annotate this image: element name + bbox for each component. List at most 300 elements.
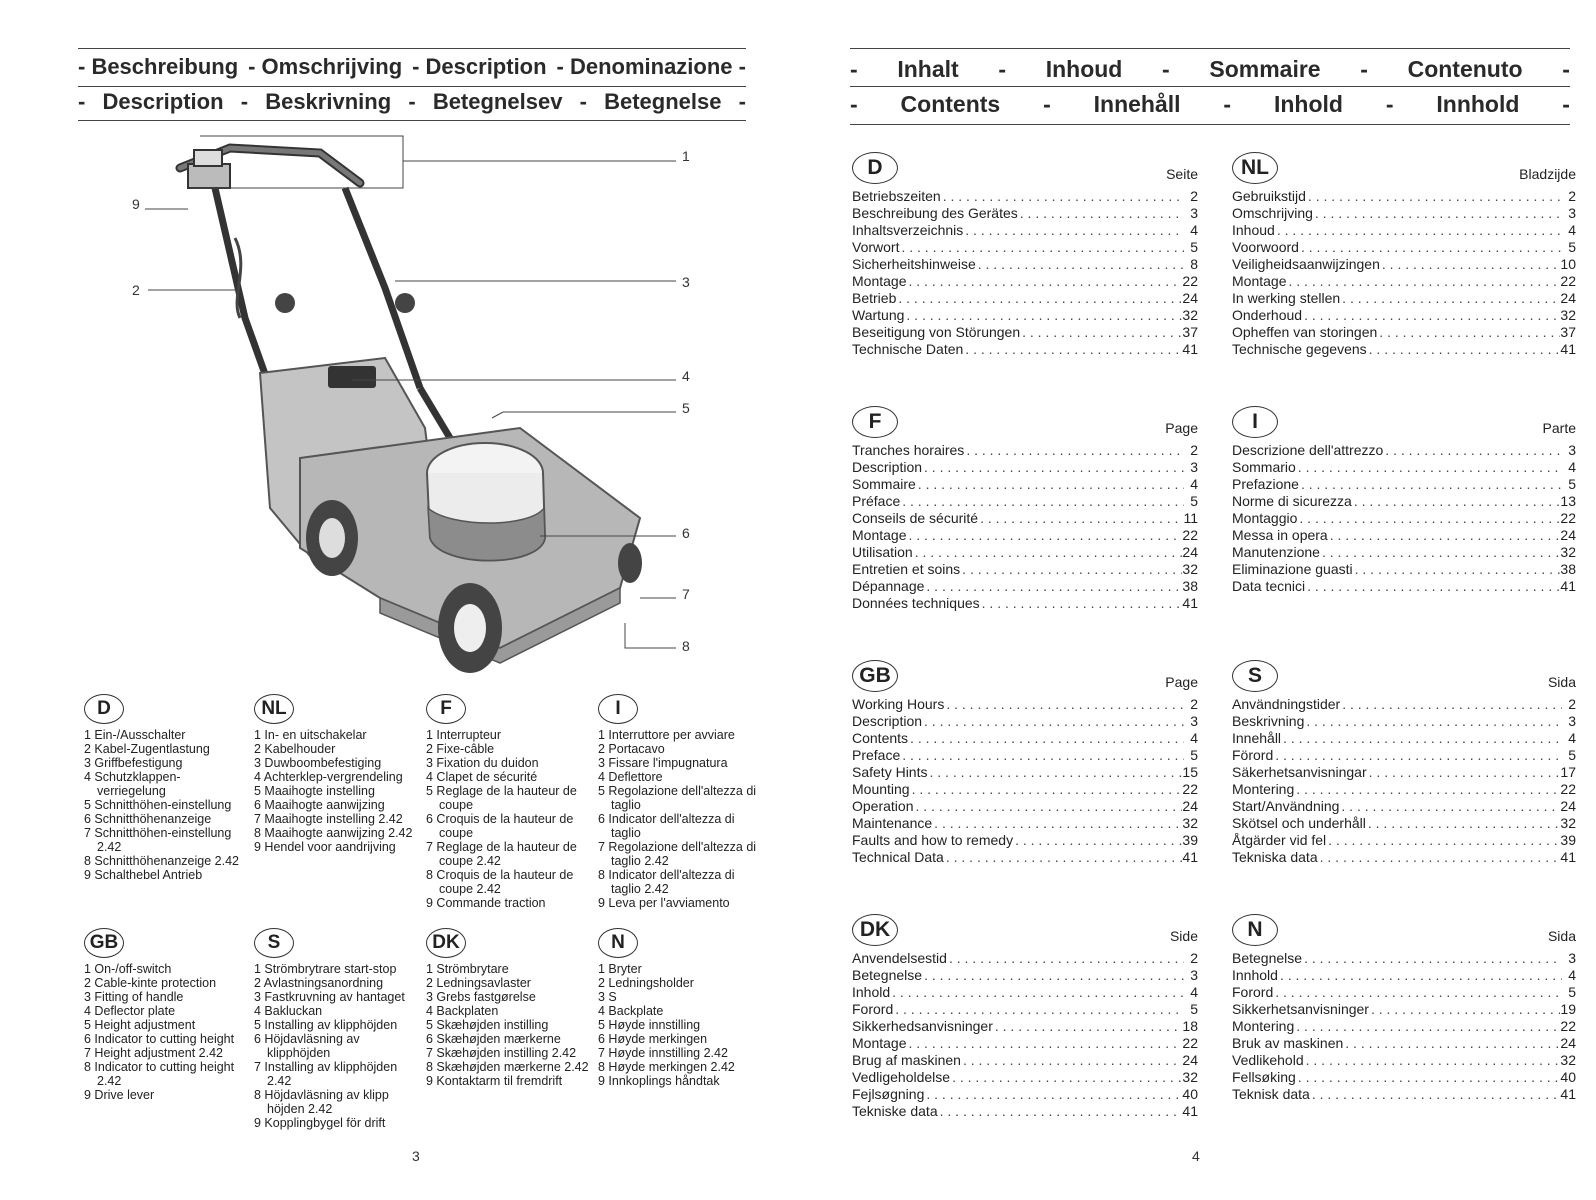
toc-title: Vedlikehold xyxy=(1232,1052,1304,1068)
toc-page: 3 xyxy=(1190,205,1198,221)
toc-title: Messa in opera xyxy=(1232,527,1328,543)
header-rule-mid xyxy=(850,86,1570,87)
toc-page: 18 xyxy=(1182,1018,1198,1034)
toc-entry[interactable] xyxy=(1232,950,1576,967)
toc-entry[interactable] xyxy=(1232,1069,1576,1086)
toc-entry[interactable] xyxy=(852,1086,1198,1103)
toc-title: Betriebszeiten xyxy=(852,188,941,204)
toc-entry[interactable] xyxy=(1232,730,1576,747)
toc-page: 41 xyxy=(1182,595,1198,611)
toc-page: 5 xyxy=(1568,239,1576,255)
toc-entry[interactable] xyxy=(1232,459,1576,476)
toc-title: Utilisation xyxy=(852,544,913,560)
toc-title: Veiligheidsaanwijzingen xyxy=(1232,256,1380,272)
header-line-1 xyxy=(78,54,746,80)
legend-item: 8 Indicator to cutting height 2.42 xyxy=(84,1060,235,1088)
toc-page: 4 xyxy=(1190,984,1198,1000)
toc-title: Opheffen van storingen xyxy=(1232,324,1378,340)
header-rule-mid xyxy=(78,86,746,87)
toc-entry[interactable] xyxy=(1232,341,1576,358)
column-heading: Sida xyxy=(1547,928,1576,944)
legend-NL xyxy=(254,694,414,854)
header-text: Description xyxy=(102,89,224,114)
header-text: Sommaire xyxy=(1209,56,1321,82)
toc-page: 32 xyxy=(1182,561,1198,577)
toc-page: 41 xyxy=(1560,1086,1576,1102)
toc-entry[interactable] xyxy=(1232,256,1576,273)
callout-7: 7 xyxy=(682,586,690,602)
toc-page: 4 xyxy=(1568,459,1576,475)
language-badge: F xyxy=(852,406,898,438)
legend-item: 9 Drive lever xyxy=(84,1088,155,1102)
toc-page: 4 xyxy=(1568,730,1576,746)
toc-page: 5 xyxy=(1568,747,1576,763)
toc-page: 24 xyxy=(1560,798,1576,814)
toc-title: Description xyxy=(852,459,923,475)
language-badge: DK xyxy=(852,914,898,946)
legend-DK xyxy=(426,928,592,1088)
header-sep: - xyxy=(78,89,86,114)
toc-title: Sommaire xyxy=(852,476,916,492)
toc-title: In werking stellen xyxy=(1232,290,1341,306)
header-text: Innehåll xyxy=(1093,91,1181,117)
toc-page: 8 xyxy=(1190,256,1198,272)
toc-page: 32 xyxy=(1182,307,1198,323)
toc-title: Betegnelse xyxy=(852,967,923,983)
toc-title: Teknisk data xyxy=(1232,1086,1310,1102)
toc-entry[interactable] xyxy=(1232,510,1576,527)
toc-page: 38 xyxy=(1560,561,1576,577)
legend-item: 7 Regolazione dell'altezza di taglio 2.42 xyxy=(598,840,757,868)
right-page xyxy=(800,0,1596,1200)
header-text: - Denominazione - xyxy=(556,54,746,79)
toc-entry[interactable] xyxy=(1232,527,1576,544)
toc-entry[interactable] xyxy=(1232,1018,1576,1035)
toc-title: Förord xyxy=(1232,747,1274,763)
toc-page: 24 xyxy=(1560,1035,1576,1051)
legend-item: 1 In- en uitschakelar xyxy=(254,728,367,742)
toc-title: Montage xyxy=(852,273,907,289)
toc-page: 32 xyxy=(1560,815,1576,831)
toc-entry[interactable] xyxy=(852,1052,1198,1069)
toc-title: Betrieb xyxy=(852,290,897,306)
toc-section-GB xyxy=(852,660,1198,870)
toc-entry[interactable] xyxy=(852,510,1198,527)
toc-entry[interactable] xyxy=(852,273,1198,290)
toc-entry[interactable] xyxy=(852,984,1198,1001)
legend-I xyxy=(598,694,758,910)
toc-entry[interactable] xyxy=(852,815,1198,832)
toc-entry[interactable] xyxy=(1232,832,1576,849)
toc-page: 4 xyxy=(1190,730,1198,746)
toc-title: Eliminazione guasti xyxy=(1232,561,1353,577)
toc-page: 4 xyxy=(1568,967,1576,983)
legend-item: 2 Ledningsholder xyxy=(598,976,694,990)
header-sep: - xyxy=(1162,56,1170,82)
toc-entry[interactable] xyxy=(1232,290,1576,307)
header-text: Betegnelsev xyxy=(432,89,563,114)
toc-entry[interactable] xyxy=(1232,188,1576,205)
legend-item: 6 Höjdavläsning av klipphöjden xyxy=(254,1032,360,1060)
legend-item: 6 Indicator dell'altezza di taglio xyxy=(598,812,735,840)
toc-page: 3 xyxy=(1568,713,1576,729)
legend-item: 7 Høyde innstilling 2.42 xyxy=(598,1046,728,1060)
toc-page: 2 xyxy=(1190,950,1198,966)
toc-entry[interactable] xyxy=(852,595,1198,612)
toc-page: 5 xyxy=(1190,1001,1198,1017)
toc-title: Betegnelse xyxy=(1232,950,1303,966)
legend-item: 3 Fitting of handle xyxy=(84,990,184,1004)
legend-item: 7 Installing av klipphöjden 2.42 xyxy=(254,1060,398,1088)
language-badge: N xyxy=(1232,914,1278,946)
toc-title: Vedligeholdelse xyxy=(852,1069,951,1085)
toc-title: Gebruikstijd xyxy=(1232,188,1306,204)
toc-page: 41 xyxy=(1560,341,1576,357)
toc-page: 22 xyxy=(1182,527,1198,543)
toc-page: 22 xyxy=(1182,1035,1198,1051)
toc-entry[interactable] xyxy=(852,442,1198,459)
legend-item: 4 Schutzklappen-verriegelung xyxy=(84,770,181,798)
column-heading: Page xyxy=(1165,674,1198,690)
toc-entry[interactable] xyxy=(1232,544,1576,561)
toc-entry[interactable] xyxy=(852,222,1198,239)
toc-entry[interactable] xyxy=(852,1069,1198,1086)
toc-page: 5 xyxy=(1190,239,1198,255)
toc-entry[interactable] xyxy=(1232,764,1576,781)
header-sep: - xyxy=(579,89,587,114)
toc-entry[interactable] xyxy=(852,1018,1198,1035)
toc-entry[interactable] xyxy=(852,849,1198,866)
legend-list xyxy=(598,728,758,910)
toc-entry[interactable] xyxy=(852,832,1198,849)
legend-GB xyxy=(84,928,244,1102)
toc-entry[interactable] xyxy=(1232,696,1576,713)
language-badge: DK xyxy=(426,928,466,958)
toc-title: Maintenance xyxy=(852,815,933,831)
toc-page: 3 xyxy=(1568,950,1576,966)
legend-item: 9 Schalthebel Antrieb xyxy=(84,868,203,882)
header-text: Betegnelse xyxy=(604,89,722,114)
toc-title: Användningstider xyxy=(1232,696,1341,712)
language-badge: NL xyxy=(254,694,294,724)
toc-page: 40 xyxy=(1560,1069,1576,1085)
callout-8: 8 xyxy=(682,638,690,654)
toc-page: 22 xyxy=(1182,273,1198,289)
legend-item: 4 Clapet de sécurité xyxy=(426,770,538,784)
toc-entry[interactable] xyxy=(1232,239,1576,256)
toc-entry[interactable] xyxy=(852,256,1198,273)
language-badge: N xyxy=(598,928,638,958)
toc-section-I xyxy=(1232,406,1576,616)
toc-entry[interactable] xyxy=(1232,324,1576,341)
toc-entry[interactable] xyxy=(1232,815,1576,832)
toc-page: 3 xyxy=(1190,713,1198,729)
toc-entry[interactable] xyxy=(1232,578,1576,595)
callout-9: 9 xyxy=(132,196,140,212)
toc-title: Innhold xyxy=(1232,967,1278,983)
toc-page: 24 xyxy=(1182,544,1198,560)
legend-list xyxy=(598,962,758,1088)
legend-D xyxy=(84,694,244,882)
toc-page: 3 xyxy=(1568,205,1576,221)
toc-list xyxy=(852,442,1198,612)
toc-page: 41 xyxy=(1182,849,1198,865)
toc-title: Preface xyxy=(852,747,901,763)
toc-entry[interactable] xyxy=(1232,1001,1576,1018)
header-text: Innhold xyxy=(1436,91,1520,117)
toc-entry[interactable] xyxy=(1232,984,1576,1001)
toc-entry[interactable] xyxy=(1232,442,1576,459)
legend-item: 5 Reglage de la hauteur de coupe xyxy=(426,784,577,812)
language-badge: I xyxy=(598,694,638,724)
toc-entry[interactable] xyxy=(852,561,1198,578)
toc-title: Faults and how to remedy xyxy=(852,832,1014,848)
toc-title: Description xyxy=(852,713,923,729)
toc-list xyxy=(852,950,1198,1120)
toc-list xyxy=(1232,442,1576,595)
toc-entry[interactable] xyxy=(1232,798,1576,815)
legend-item: 1 On-/off-switch xyxy=(84,962,172,976)
toc-title: Technische Daten xyxy=(852,341,964,357)
toc-title: Dépannage xyxy=(852,578,925,594)
toc-title: Tekniske data xyxy=(852,1103,938,1119)
legend-item: 1 Interruttore per avviare xyxy=(598,728,735,742)
toc-page: 39 xyxy=(1182,832,1198,848)
toc-page: 32 xyxy=(1560,307,1576,323)
toc-page: 2 xyxy=(1568,188,1576,204)
header-text: Contenuto xyxy=(1407,56,1523,82)
toc-entry[interactable] xyxy=(852,544,1198,561)
toc-page: 22 xyxy=(1560,273,1576,289)
toc-entry[interactable] xyxy=(852,730,1198,747)
header-rule-top xyxy=(78,48,746,49)
toc-entry[interactable] xyxy=(852,476,1198,493)
toc-page: 3 xyxy=(1568,442,1576,458)
toc-entry[interactable] xyxy=(1232,967,1576,984)
toc-entry[interactable] xyxy=(1232,205,1576,222)
toc-entry[interactable] xyxy=(1232,561,1576,578)
legend-item: 5 Schnitthöhen-einstellung xyxy=(84,798,232,812)
toc-entry[interactable] xyxy=(852,781,1198,798)
toc-title: Sommario xyxy=(1232,459,1296,475)
toc-entry[interactable] xyxy=(852,1035,1198,1052)
legend-item: 8 Indicator dell'altezza di taglio 2.42 xyxy=(598,868,735,896)
toc-title: Fellsøking xyxy=(1232,1069,1296,1085)
toc-title: Montage xyxy=(852,527,907,543)
toc-page: 3 xyxy=(1190,459,1198,475)
toc-section-D xyxy=(852,152,1198,362)
toc-title: Montaggio xyxy=(1232,510,1298,526)
header-text: Inhold xyxy=(1273,91,1343,117)
column-heading: Page xyxy=(1165,420,1198,436)
toc-entry[interactable] xyxy=(852,578,1198,595)
toc-title: Manutenzione xyxy=(1232,544,1320,560)
toc-entry[interactable] xyxy=(1232,476,1576,493)
toc-title: Data tecnici xyxy=(1232,578,1306,594)
toc-page: 15 xyxy=(1182,764,1198,780)
toc-title: Descrizione dell'attrezzo xyxy=(1232,442,1384,458)
header-rule-top xyxy=(850,48,1570,49)
toc-page: 37 xyxy=(1182,324,1198,340)
toc-entry[interactable] xyxy=(1232,781,1576,798)
column-heading: Bladzijde xyxy=(1519,166,1576,182)
toc-entry[interactable] xyxy=(1232,222,1576,239)
legend-item: 7 Maaihogte instelling 2.42 xyxy=(254,812,403,826)
header-text: Inhalt xyxy=(897,56,959,82)
legend-item: 6 Skæhøjden mærkerne xyxy=(426,1032,561,1046)
toc-page: 10 xyxy=(1560,256,1576,272)
legend-item: 5 Skæhøjden instilling xyxy=(426,1018,549,1032)
toc-page: 32 xyxy=(1560,1052,1576,1068)
toc-title: Operation xyxy=(852,798,914,814)
toc-list xyxy=(1232,950,1576,1103)
toc-title: Skötsel och underhåll xyxy=(1232,815,1366,831)
toc-title: Technical Data xyxy=(852,849,944,865)
toc-section-S xyxy=(1232,660,1576,870)
toc-entry[interactable] xyxy=(1232,713,1576,730)
toc-page: 24 xyxy=(1182,1052,1198,1068)
toc-title: Inhaltsverzeichnis xyxy=(852,222,964,238)
toc-entry[interactable] xyxy=(852,527,1198,544)
toc-entry[interactable] xyxy=(852,1001,1198,1018)
toc-entry[interactable] xyxy=(852,967,1198,984)
legend-list xyxy=(426,962,592,1088)
header-sep: - xyxy=(1223,91,1232,117)
toc-title: Montering xyxy=(1232,781,1295,797)
toc-entry[interactable] xyxy=(852,239,1198,256)
legend-item: 7 Reglage de la hauteur de coupe 2.42 xyxy=(426,840,577,868)
legend-item: 2 Avlastningsanordning xyxy=(254,976,384,990)
toc-title: Préface xyxy=(852,493,901,509)
legend-item: 4 Deflector plate xyxy=(84,1004,176,1018)
callout-1: 1 xyxy=(682,148,690,164)
legend-item: 4 Backplate xyxy=(598,1004,664,1018)
legend-item: 2 Fixe-câble xyxy=(426,742,495,756)
toc-entry[interactable] xyxy=(852,290,1198,307)
toc-entry[interactable] xyxy=(852,798,1198,815)
toc-page: 24 xyxy=(1182,798,1198,814)
toc-list xyxy=(852,696,1198,866)
toc-title: Contents xyxy=(852,730,909,746)
toc-page: 32 xyxy=(1560,544,1576,560)
toc-title: Tekniska data xyxy=(1232,849,1318,865)
callout-2: 2 xyxy=(132,282,140,298)
language-badge: GB xyxy=(84,928,124,958)
toc-entry[interactable] xyxy=(1232,1035,1576,1052)
toc-entry[interactable] xyxy=(1232,273,1576,290)
header-sep: - xyxy=(1360,56,1368,82)
toc-page: 39 xyxy=(1560,832,1576,848)
toc-page: 5 xyxy=(1190,493,1198,509)
toc-entry[interactable] xyxy=(852,188,1198,205)
toc-title: Fejlsøgning xyxy=(852,1086,925,1102)
legend-item: 3 Duwboombefestiging xyxy=(254,756,382,770)
legend-item: 2 Portacavo xyxy=(598,742,665,756)
toc-title: Beschreibung des Gerätes xyxy=(852,205,1018,221)
toc-section-NL xyxy=(1232,152,1576,362)
toc-entry[interactable] xyxy=(852,493,1198,510)
toc-entry[interactable] xyxy=(1232,849,1576,866)
header-sep: - xyxy=(1562,91,1570,117)
toc-entry[interactable] xyxy=(852,307,1198,324)
toc-page: 41 xyxy=(1560,849,1576,865)
toc-entry[interactable] xyxy=(852,341,1198,358)
header-text: - Omschrijving xyxy=(248,54,403,79)
toc-entry[interactable] xyxy=(1232,493,1576,510)
page-number: 3 xyxy=(412,1148,420,1164)
toc-page: 3 xyxy=(1190,967,1198,983)
toc-title: Montage xyxy=(852,1035,907,1051)
toc-title: Bruk av maskinen xyxy=(1232,1035,1344,1051)
toc-title: Omschrijving xyxy=(1232,205,1313,221)
legend-item: 7 Skæhøjden instilling 2.42 xyxy=(426,1046,577,1060)
legend-item: 8 Høyde merkingen 2.42 xyxy=(598,1060,735,1074)
toc-entry[interactable] xyxy=(852,950,1198,967)
toc-title: Sikkerhetsanvisninger xyxy=(1232,1001,1369,1017)
header-text: Contents xyxy=(900,91,1001,117)
legend-item: 3 Griffbefestigung xyxy=(84,756,183,770)
header-sep: - xyxy=(998,56,1007,82)
header-text: Beskrivning xyxy=(265,89,392,114)
legend-item: 5 Maaihogte instelling xyxy=(254,784,375,798)
toc-page: 32 xyxy=(1182,815,1198,831)
legend-item: 9 Hendel voor aandrijving xyxy=(254,840,396,854)
header-sep: - xyxy=(240,89,249,114)
toc-title: Start/Användning xyxy=(1232,798,1340,814)
toc-title: Onderhoud xyxy=(1232,307,1303,323)
legend-item: 9 Commande traction xyxy=(426,896,546,910)
toc-page: 22 xyxy=(1560,1018,1576,1034)
toc-entry[interactable] xyxy=(852,1103,1198,1120)
toc-page: 5 xyxy=(1568,984,1576,1000)
toc-page: 32 xyxy=(1182,1069,1198,1085)
toc-entry[interactable] xyxy=(852,764,1198,781)
toc-entry[interactable] xyxy=(1232,747,1576,764)
toc-title: Anvendelsestid xyxy=(852,950,947,966)
legend-item: 1 Strömbrytrare start-stop xyxy=(254,962,397,976)
legend-item: 1 Bryter xyxy=(598,962,642,976)
toc-section-DK xyxy=(852,914,1198,1124)
header-sep: - xyxy=(738,89,746,114)
toc-list xyxy=(1232,696,1576,866)
legend-item: 7 Schnitthöhen-einstellung 2.42 xyxy=(84,826,232,854)
toc-entry[interactable] xyxy=(852,713,1198,730)
toc-title: Beskrivning xyxy=(1232,713,1305,729)
toc-entry[interactable] xyxy=(852,696,1198,713)
toc-entry[interactable] xyxy=(852,324,1198,341)
toc-entry[interactable] xyxy=(1232,307,1576,324)
column-heading: Seite xyxy=(1166,166,1198,182)
toc-entry[interactable] xyxy=(1232,1052,1576,1069)
toc-entry[interactable] xyxy=(852,459,1198,476)
toc-entry[interactable] xyxy=(852,205,1198,222)
language-badge: F xyxy=(426,694,466,724)
header-rule-bottom xyxy=(850,124,1570,125)
language-badge: S xyxy=(254,928,294,958)
legend-F xyxy=(426,694,586,910)
legend-item: 8 Croquis de la hauteur de coupe 2.42 xyxy=(426,868,574,896)
toc-entry[interactable] xyxy=(1232,1086,1576,1103)
toc-page: 17 xyxy=(1560,764,1576,780)
toc-page: 2 xyxy=(1568,696,1576,712)
toc-entry[interactable] xyxy=(852,747,1198,764)
toc-page: 4 xyxy=(1568,222,1576,238)
toc-page: 19 xyxy=(1560,1001,1576,1017)
legend-item: 1 Interrupteur xyxy=(426,728,502,742)
legend-item: 1 Ein-/Ausschalter xyxy=(84,728,186,742)
legend-item: 4 Achterklep-vergrendeling xyxy=(254,770,403,784)
language-badge: S xyxy=(1232,660,1278,692)
